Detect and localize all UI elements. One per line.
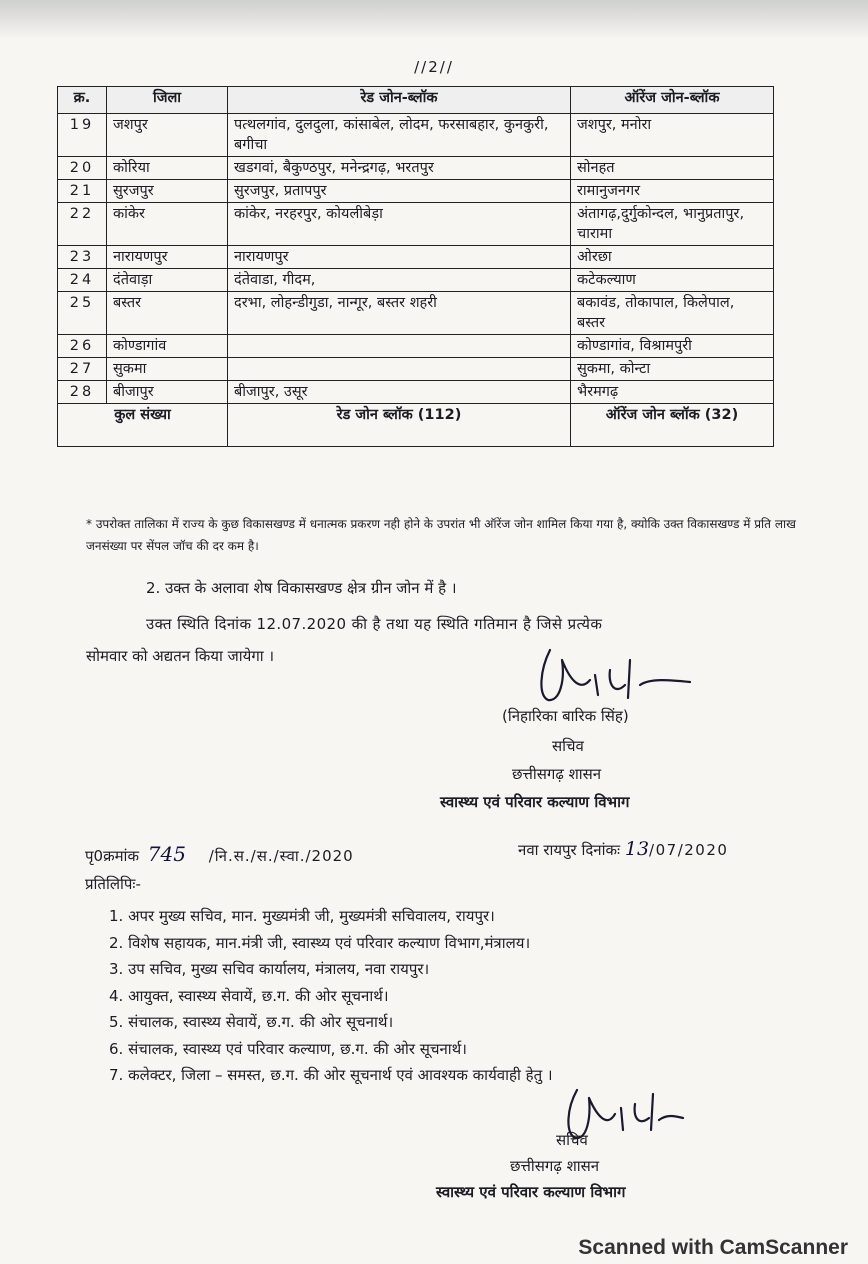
- date-handwritten: 13: [624, 838, 650, 860]
- signatory2-department: स्वास्थ्य एवं परिवार कल्याण विभाग: [436, 1183, 626, 1201]
- row-orange-zone: सोनहत: [571, 157, 774, 180]
- row-red-zone: कांकेर, नरहरपुर, कोयलीबेड़ा: [228, 203, 571, 246]
- row-serial: 21: [58, 180, 107, 203]
- row-serial: 23: [58, 246, 107, 269]
- header-district: जिला: [107, 87, 228, 114]
- table-row: [58, 358, 774, 381]
- row-orange-zone: अंतागढ़,दुर्गुकोन्दल, भानुप्रतापुर, चारामा: [571, 203, 774, 246]
- row-district: बीजापुर: [107, 381, 228, 404]
- header-red-zone: रेड जोन-ब्लॉक: [228, 87, 571, 114]
- signatory2-designation: सचिव: [556, 1131, 588, 1149]
- place-date-prefix: नवा रायपुर दिनांकः: [518, 841, 621, 859]
- copy-list: [85, 903, 805, 1089]
- row-serial: 25: [58, 292, 107, 335]
- row-orange-zone: भैरमगढ़: [571, 381, 774, 404]
- row-red-zone: दरभा, लोहन्डीगुडा, नान्गूर, बस्तर शहरी: [228, 292, 571, 335]
- row-orange-zone: ओरछा: [571, 246, 774, 269]
- paragraph-status-line1: उक्त स्थिति दिनांक 12.07.2020 की है तथा यह स्थिति गतिमान है जिसे प्रत्येक: [146, 615, 603, 633]
- list-item: 5. संचालक, स्वास्थ्य सेवायें, छ.ग. की ओर सूचनार्थ।: [109, 1013, 394, 1031]
- paragraph-status-line2: सोमवार को अद्यतन किया जायेगा ।: [86, 647, 275, 665]
- row-serial: 19: [58, 114, 107, 157]
- row-red-zone: सुरजपुर, प्रतापपुर: [228, 180, 571, 203]
- header-orange-zone: ऑरेंज जोन-ब्लॉक: [571, 87, 774, 114]
- row-serial: 24: [58, 269, 107, 292]
- row-red-zone: दंतेवाडा, गीदम,: [228, 269, 571, 292]
- row-orange-zone: सुकमा, कोन्टा: [571, 358, 774, 381]
- signatory-org: छत्तीसगढ़ शासन: [512, 765, 602, 783]
- list-item: 6. संचालक, स्वास्थ्य एवं परिवार कल्याण, छ.ग. की ओर सूचनार्थ।: [109, 1039, 467, 1058]
- table-row: [58, 203, 774, 246]
- signatory-name: (निहारिका बारिक सिंह): [502, 707, 629, 725]
- signatory2-org: छत्तीसगढ़ शासन: [510, 1157, 600, 1175]
- row-district: सुकमा: [107, 358, 228, 381]
- page-number: //2//: [414, 58, 454, 76]
- table-row: [58, 246, 774, 269]
- list-item: 2. विशेष सहायक, मान.मंत्री जी, स्वास्थ्य एवं परिवार कल्याण विभाग,मंत्रालय।: [109, 933, 531, 952]
- scanner-watermark: Scanned with CamScanner: [578, 1236, 848, 1259]
- place-date: [518, 838, 728, 860]
- reference-number: [85, 842, 354, 866]
- row-orange-zone: रामानुजनगर: [571, 180, 774, 203]
- zone-table: [57, 86, 774, 447]
- row-serial: 22: [58, 203, 107, 246]
- copy-heading: प्रतिलिपिः-: [85, 875, 141, 893]
- row-red-zone: नारायणपुर: [228, 246, 571, 269]
- ref-handwritten-number: 745: [147, 842, 186, 866]
- list-item: 4. आयुक्त, स्वास्थ्य सेवायें, छ.ग. की ओर सूचनार्थ।: [109, 986, 389, 1005]
- total-red: रेड जोन ब्लॉक (112): [228, 404, 571, 447]
- signature-1: [520, 640, 700, 715]
- row-orange-zone: बकावंड, तोकापाल, किलेपाल, बस्तर: [571, 292, 774, 335]
- total-label: कुल संख्या: [58, 404, 228, 447]
- row-red-zone: खडगवां, बैकुण्ठपुर, मनेन्द्रगढ़, भरतपुर: [228, 157, 571, 180]
- row-district: जशपुर: [107, 114, 228, 157]
- row-red-zone: [228, 358, 571, 381]
- row-serial: 20: [58, 157, 107, 180]
- table-row: [58, 180, 774, 203]
- row-district: कांकेर: [107, 203, 228, 246]
- header-serial: क्र.: [58, 87, 107, 114]
- table-row: [58, 335, 774, 358]
- footnote: * उपरोक्त तालिका में राज्य के कुछ विकासखण्ड में धनात्मक प्रकरण नही होने के उपरांत भी ऑरेंज जोन शामिल किया गया है, क्योकि उक्त विकासखण्ड में प्रति लाख जनसंख्या पर सेंपल जॉच की दर कम है।: [86, 517, 796, 553]
- row-serial: 27: [58, 358, 107, 381]
- table-total-row: [58, 404, 774, 447]
- ref-prefix: पृ0क्रमांक: [85, 847, 139, 865]
- row-red-zone: पत्थलगांव, दुलदुला, कांसाबेल, लोदम, फरसाबहार, कुनकुरी, बगीचा: [228, 114, 571, 157]
- list-item: 3. उप सचिव, मुख्य सचिव कार्यालय, मंत्रालय, नवा रायपुर।: [109, 960, 430, 978]
- ref-suffix: /नि.स./स./स्वा./2020: [208, 847, 354, 865]
- row-district: कोरिया: [107, 157, 228, 180]
- date-suffix: /07/2020: [649, 841, 729, 859]
- row-serial: 26: [58, 335, 107, 358]
- table-row: [58, 157, 774, 180]
- table-row: [58, 114, 774, 157]
- row-orange-zone: कोण्डागांव, विश्रामपुरी: [571, 335, 774, 358]
- list-item: 1. अपर मुख्य सचिव, मान. मुख्यमंत्री जी, मुख्यमंत्री सचिवालय, रायपुर।: [109, 907, 495, 925]
- row-district: बस्तर: [107, 292, 228, 335]
- row-district: कोण्डागांव: [107, 335, 228, 358]
- table-header-row: [58, 87, 774, 114]
- row-district: दंतेवाड़ा: [107, 269, 228, 292]
- row-orange-zone: जशपुर, मनोरा: [571, 114, 774, 157]
- row-district: नारायणपुर: [107, 246, 228, 269]
- signatory-department: स्वास्थ्य एवं परिवार कल्याण विभाग: [440, 793, 630, 811]
- row-district: सुरजपुर: [107, 180, 228, 203]
- paragraph-green-zone: 2. उक्त के अलावा शेष विकासखण्ड क्षेत्र ग्रीन जोन में है ।: [146, 579, 457, 597]
- scan-shadow: [0, 0, 868, 40]
- row-orange-zone: कटेकल्याण: [571, 269, 774, 292]
- row-serial: 28: [58, 381, 107, 404]
- total-orange: ऑरेंज जोन ब्लॉक (32): [571, 404, 774, 447]
- row-red-zone: [228, 335, 571, 358]
- table-row: [58, 292, 774, 335]
- table-row: [58, 381, 774, 404]
- list-item: 7. कलेक्टर, जिला – समस्त, छ.ग. की ओर सूचनार्थ एवं आवश्यक कार्यवाही हेतु ।: [109, 1066, 553, 1084]
- row-red-zone: बीजापुर, उसूर: [228, 381, 571, 404]
- signatory-designation: सचिव: [552, 737, 584, 755]
- table-row: [58, 269, 774, 292]
